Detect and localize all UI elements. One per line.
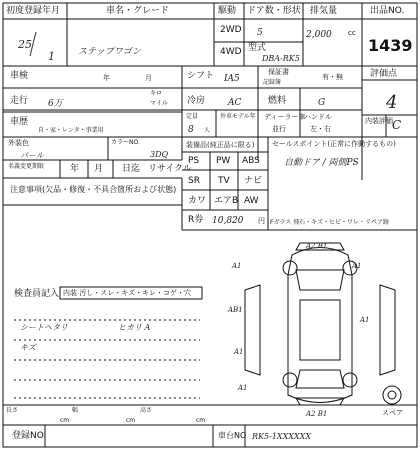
length-label: 長さ (6, 407, 19, 414)
displacement-value: 2,000 (306, 30, 332, 40)
damage-mark-right-side: A1 (360, 316, 370, 324)
height-label: 高さ (140, 407, 153, 414)
color-code-value: 3DQ (150, 150, 169, 159)
equipment-ps: PS (188, 156, 200, 166)
deadline-day: 日迄 (122, 164, 141, 174)
damage-mark-rear: A2 B1 (306, 410, 328, 418)
height-unit: cm (196, 417, 206, 424)
equipment-aw: AW (244, 196, 259, 206)
chassis-number-value: RK5-1XXXXXX (252, 432, 312, 441)
lot-number-label: 出品NO. (370, 6, 405, 16)
equipment-navi: ナビ (244, 176, 263, 186)
drive-2wd-label: 2WD (220, 25, 242, 35)
first-reg-year-value: 25 (18, 38, 32, 51)
handle-label: ハンドル (304, 113, 332, 121)
yen-unit: 円 (258, 217, 265, 225)
mileage-value: 6万 (48, 99, 63, 109)
car-diagram (245, 243, 401, 405)
inspector-label: 検査員記入 (14, 289, 60, 299)
usage-label: 車歴 (10, 117, 29, 127)
equipment-sr: SR (188, 176, 200, 186)
recycle-ticket-label: R券 (188, 215, 204, 225)
deadline-year: 年 (70, 164, 80, 174)
capacity-unit: 人 (204, 127, 211, 134)
car-name-value: ステップワゴン (78, 47, 141, 57)
first-registration-label: 初度登録年月 (6, 6, 61, 16)
handle-choice: 左・右 (310, 125, 331, 133)
first-reg-month-value: 1 (48, 50, 55, 63)
equipment-leather: カワ (188, 196, 207, 206)
damage-mark-left-side: AB1 (228, 306, 243, 314)
ac-value: AC (228, 98, 242, 108)
note-1b-value: ヒカリ A (118, 323, 151, 332)
damage-mark-right-front: A1 (352, 262, 362, 270)
dealer-choice: 並行 (272, 125, 286, 133)
note-2-value: キズ (20, 343, 36, 352)
recycle-label: リサイクル (148, 164, 192, 174)
chassis-number-label: 車台NO (218, 431, 247, 440)
capacity-value: 8 (188, 125, 194, 135)
interior-eval-label: 内装評価 (365, 117, 393, 125)
equipment-abs: ABS (242, 156, 260, 166)
evaluation-label: 評価点 (370, 69, 398, 79)
damage-mark-left-rear: A1 (234, 348, 244, 356)
spare-label: スペア (382, 409, 403, 417)
deadline-month: 月 (94, 164, 104, 174)
notes-label: 注意事項(欠品・修復・不具合箇所および状態) (10, 185, 177, 194)
warranty-label: 保証書 (268, 68, 289, 76)
displacement-label: 排気量 (310, 6, 338, 16)
equipment-pw: PW (216, 156, 231, 166)
equipment-tv: TV (218, 176, 230, 186)
shift-value: IA5 (224, 74, 240, 84)
mile-unit: マイル (150, 100, 168, 107)
damage-mark-left-tail: A1 (238, 384, 248, 392)
equipment-title: 装備品(純正品に限る) (186, 141, 255, 149)
damage-mark-front: A2 B1 (306, 242, 328, 250)
model-label: 型式 (248, 43, 267, 53)
drive-4wd-label: 4WD (220, 47, 242, 57)
model-year-label: 外車モデル年 (220, 113, 256, 120)
inspection-month-unit: 月 (145, 74, 152, 82)
ac-label: 冷房 (187, 96, 206, 106)
exterior-color-label: 外装色 (8, 139, 29, 147)
registration-number-label: 登録NO (12, 431, 44, 441)
shift-label: シフト (187, 71, 215, 81)
length-unit: cm (60, 417, 70, 424)
note-1-value: シートヘタリ (20, 323, 68, 332)
damage-legend: Fガラス 飛石・キズ・ヒビ・ワレ・リペア跡 (270, 219, 389, 226)
damage-mark-left-front: A1 (232, 262, 242, 270)
usage-options: 自・家・レンタ・事業用 (38, 127, 104, 134)
mileage-label: 走行 (10, 96, 29, 106)
dealer-label: ディーラー車 (264, 113, 306, 121)
equipment-airbag: エアB (214, 196, 239, 206)
recycle-ticket-value: 10,820 (212, 216, 244, 226)
door-count-value: 5 (257, 28, 263, 38)
inspection-year-unit: 年 (103, 74, 110, 82)
warranty-choice: 有・無 (322, 73, 343, 81)
exterior-color-value: パール (20, 151, 44, 160)
drive-label: 駆動 (218, 6, 237, 16)
fuel-label: 燃料 (268, 96, 287, 106)
grade-score-value: 4 (386, 92, 398, 113)
record-book-label: 記録簿 (263, 79, 282, 86)
width-unit: cm (126, 417, 136, 424)
inspector-legend: 内装 汚し・スレ・キズ・キレ・コゲ・穴 (63, 289, 192, 297)
sales-point-value: 自動ドア / 両側PS (284, 158, 359, 168)
cc-unit: cc (348, 29, 356, 37)
inspection-label: 車検 (10, 71, 29, 81)
lot-number: 1439 (368, 36, 413, 55)
name-change-label: 名義変更期限 (8, 163, 45, 170)
sales-point-title: セールスポイント(正常に作動するもの) (272, 140, 396, 148)
car-name-grade-label: 車名・グレード (106, 6, 170, 16)
capacity-label: 定員 (186, 113, 199, 120)
km-unit: キロ (150, 90, 163, 97)
interior-score-value: C (392, 118, 402, 132)
model-code-value: DBA-RK5 (262, 54, 300, 63)
width-label: 幅 (72, 407, 79, 414)
color-number-label: カラーNO. (111, 139, 140, 146)
doors-shape-label: ドア数・形状 (247, 6, 301, 16)
fuel-value: G (318, 98, 326, 108)
